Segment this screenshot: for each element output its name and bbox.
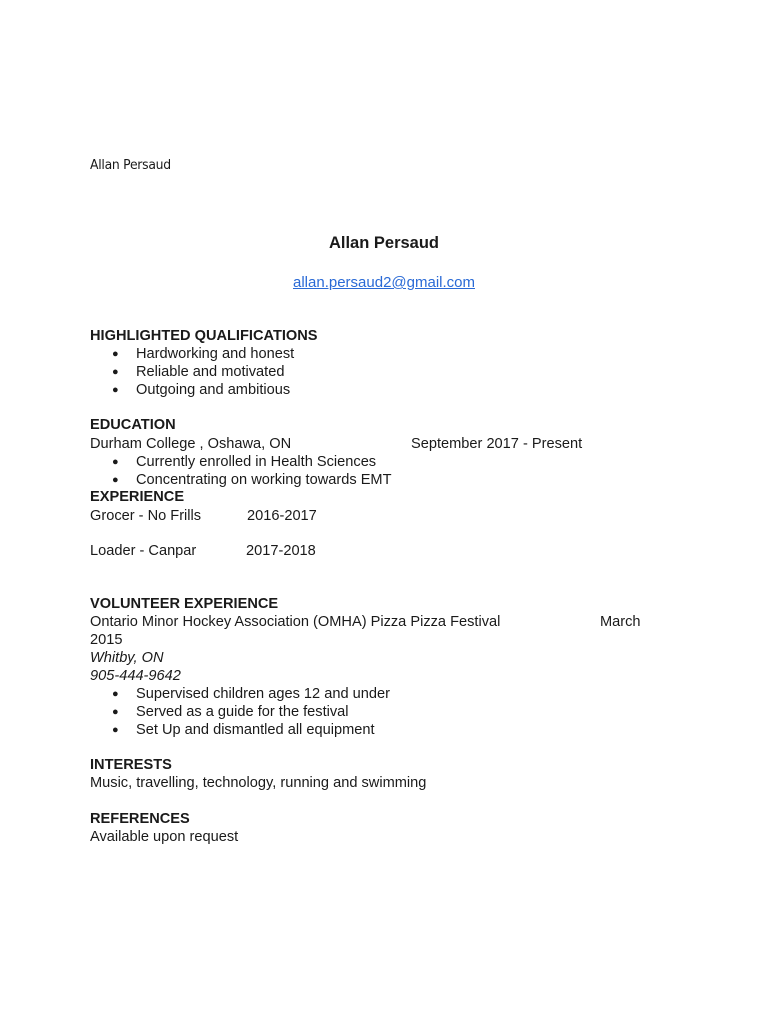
education-dates: September 2017 - Present [411,436,583,452]
bullet-icon: ● [112,366,119,378]
volunteer-org: Ontario Minor Hockey Association (OMHA) Pizza Pizza Festival [90,614,501,630]
education-school: Durham College , Oshawa, ON [90,436,292,452]
experience-heading: EXPERIENCE [90,489,185,505]
education-heading: EDUCATION [90,417,176,433]
bullet-icon: ● [112,688,119,700]
list-item: ● Currently enrolled in Health Sciences [112,454,377,470]
list-item: ● Hardworking and honest [112,346,295,362]
list-item: ● Outgoing and ambitious [112,382,291,398]
list-item: ● Supervised children ages 12 and under [112,686,390,702]
volunteer-list [112,685,390,739]
bullet-icon: ● [112,706,119,718]
bullet-icon: ● [112,724,119,736]
list-item: ● Served as a guide for the festival [112,704,349,720]
job-years: 2017-2018 [246,543,316,559]
qualifications-list [112,345,294,399]
job-title: Loader - Canpar [90,543,197,559]
list-item: ● Set Up and dismantled all equipment [112,722,375,738]
page-header-name: Allan Persaud [90,157,171,173]
job-years: 2016-2017 [247,508,317,524]
references-heading: REFERENCES [90,811,190,827]
interests-heading: INTERESTS [90,757,172,773]
bullet-icon: ● [112,348,119,360]
list-item: ● Concentrating on working towards EMT [112,472,392,488]
volunteer-year: 2015 [90,632,123,648]
education-list [112,453,392,489]
bullet-icon: ● [112,456,119,468]
resume-name-title: Allan Persaud [328,234,440,252]
bullet-icon: ● [112,474,119,486]
interests-text: Music, travelling, technology, running and swimming [90,775,427,791]
volunteer-month: March [600,614,641,630]
bullet-icon: ● [112,384,119,396]
qualifications-heading: HIGHLIGHTED QUALIFICATIONS [90,328,318,344]
volunteer-phone: 905-444-9642 [90,668,181,684]
volunteer-location: Whitby, ON [90,650,164,666]
references-text: Available upon request [90,829,239,845]
list-item: ● Reliable and motivated [112,364,285,380]
volunteer-heading: VOLUNTEER EXPERIENCE [90,596,279,612]
job-title: Grocer - No Frills [90,508,202,524]
email-link[interactable]: allan.persaud2@gmail.com [293,274,475,291]
